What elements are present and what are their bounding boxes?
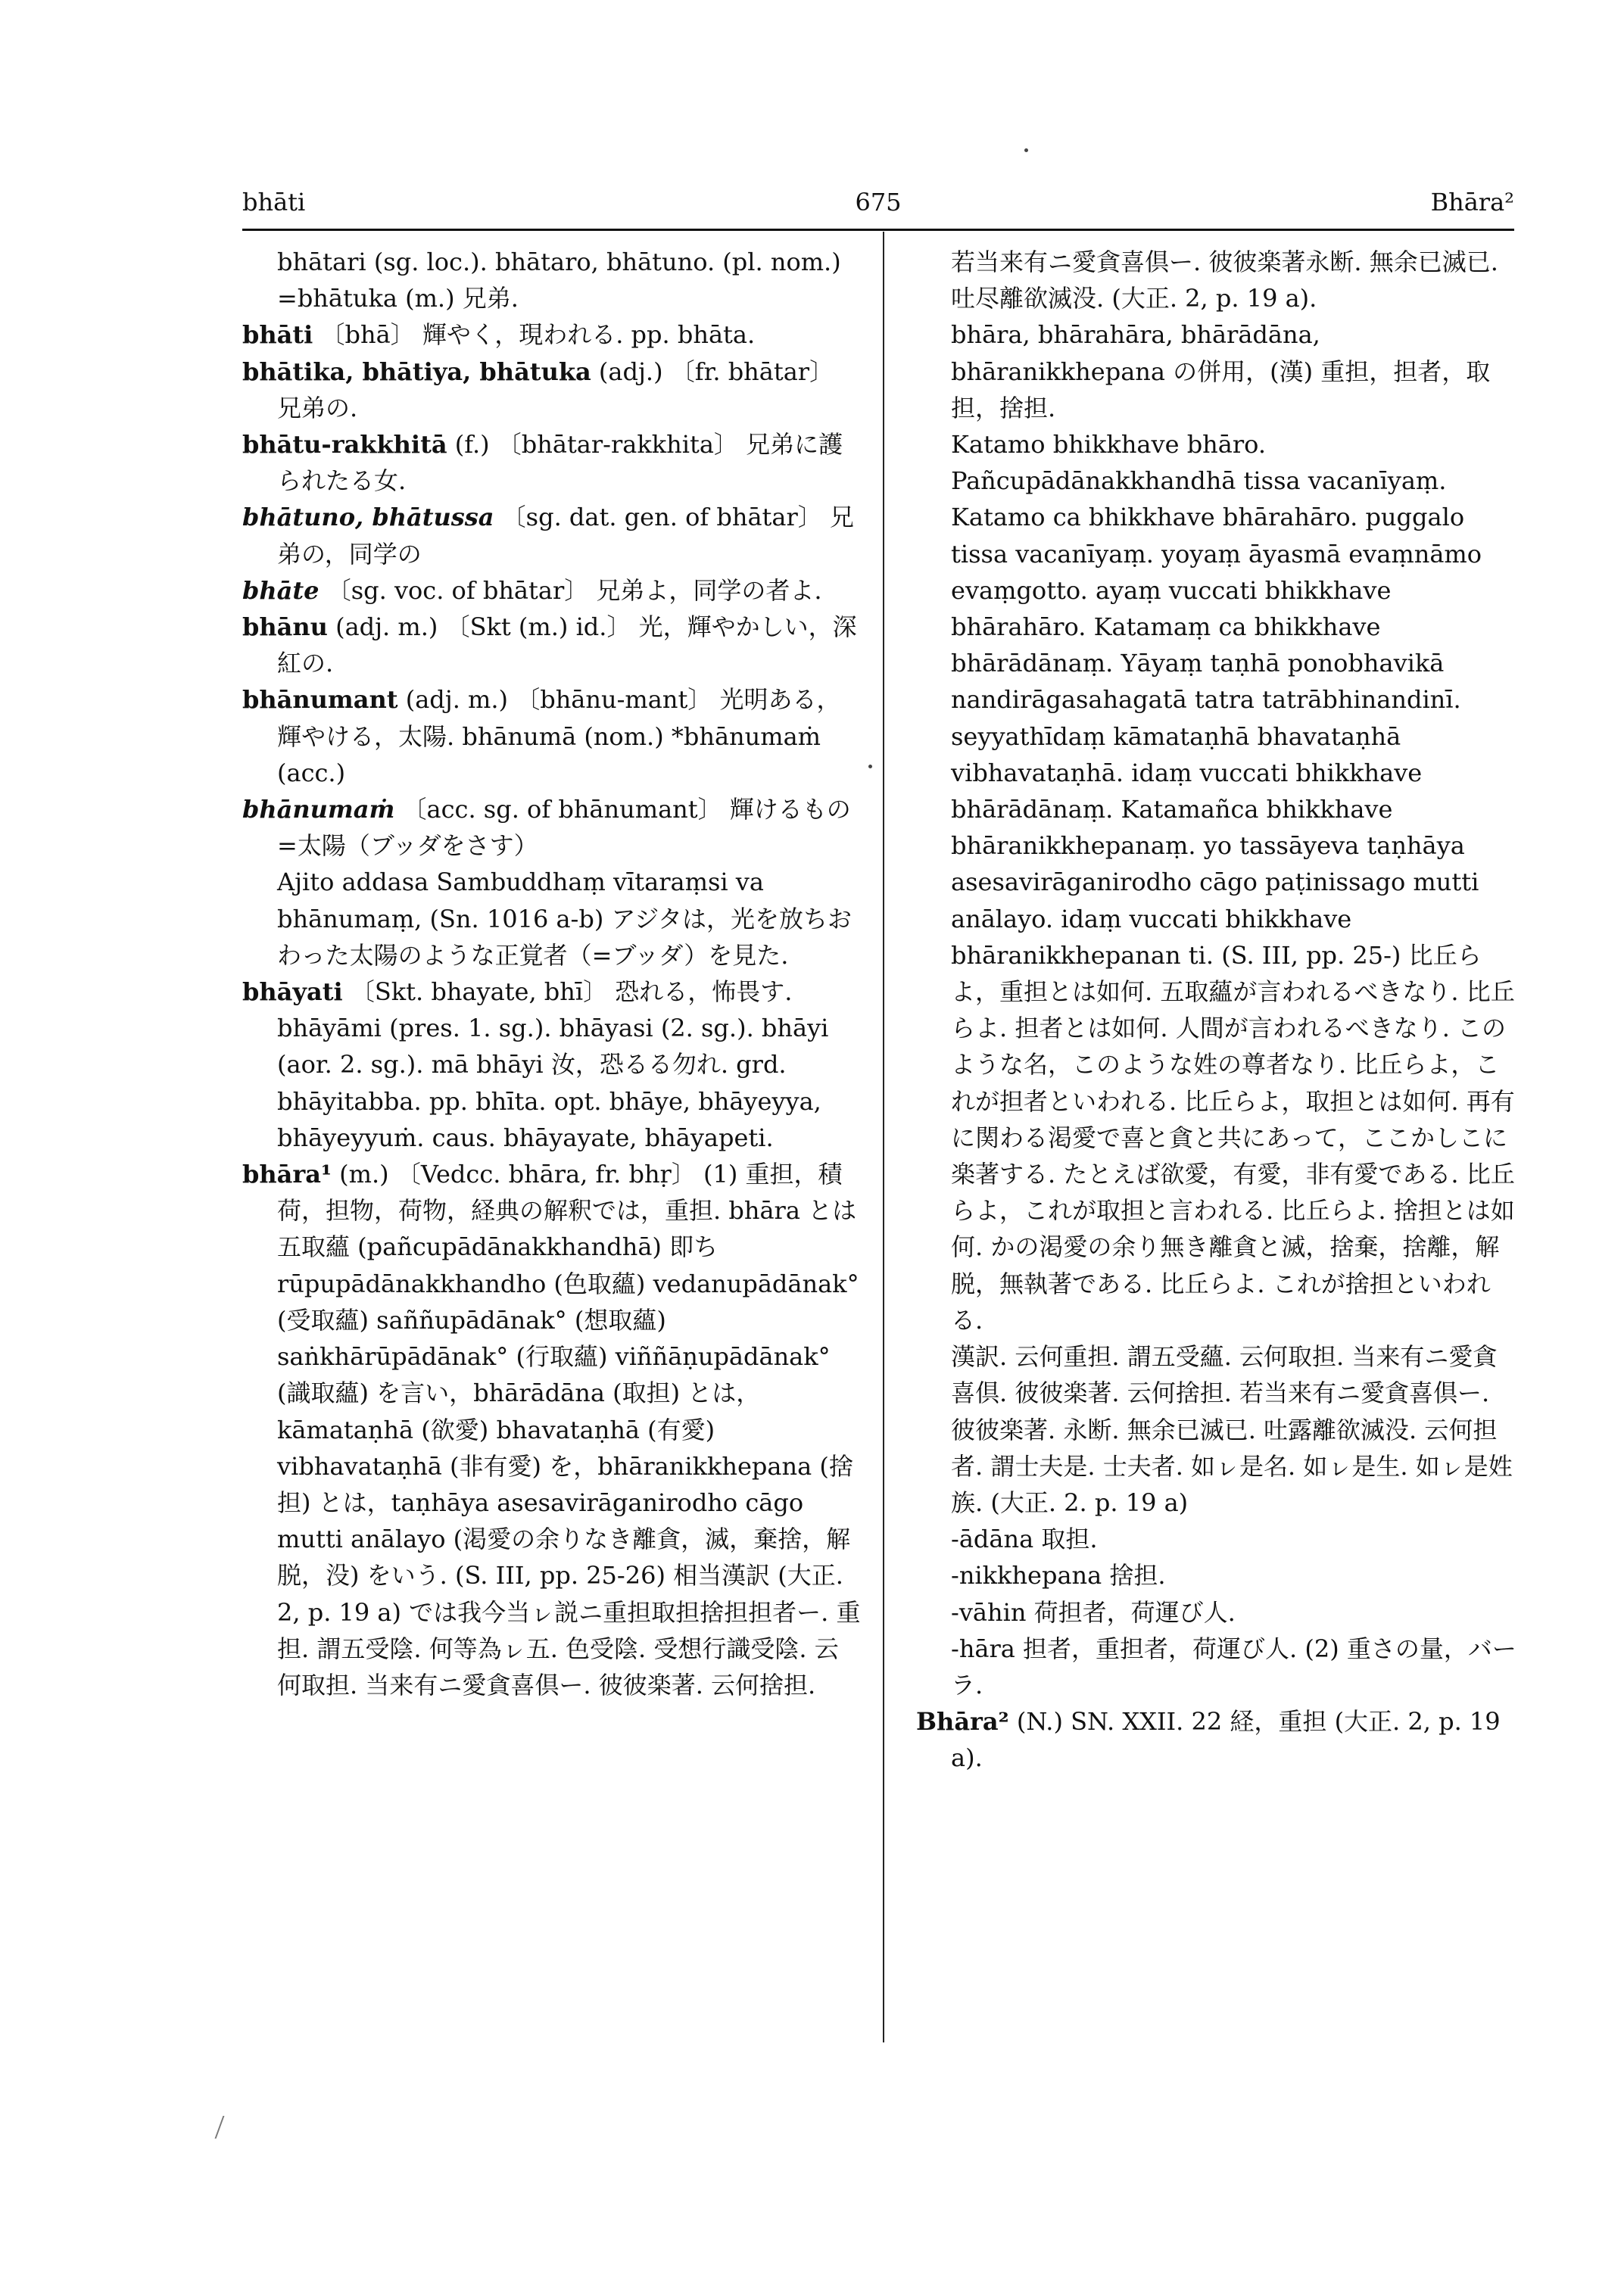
pali-quotation: Katamo bhikkhave bhāro. Pañcupādānakkhandhā tissa vacanīyaṃ. Katamo ca bhikkhave bhārahāro. puggalo tissa vacanīyaṃ. yoyaṃ āyasmā evaṃnāmo evaṃgotto. ayaṃ vuccati bhikkhave bhārahāro. Katamaṃ ca bhikkhave bhārādānaṃ. Yāyaṃ taṇhā ponobhavikā nandirāgasahagatā tatra tatrābhinandinī. seyyathīdaṃ kāmataṇhā bhavataṇhā vibhavataṇhā. idaṃ vuccati bhikkhave bhārādānaṃ. Katamañca bhikkhave bhāranikkhepanaṃ. yo tassāyeva taṇhāya asesavirāganirodho cāgo paṭinissago mutti anālayo. idaṃ vuccati bhikkhave bhāranikkhepanan ti. (S. III, pp. 25-) 比丘らよ，重担とは如何. 五取蘊が言われるべきなり. 比丘らよ. 担者とは如何. 人間が言われるべきなり. このような名，このような姓の尊者なり. 比丘らよ，これが担者といわれる. 比丘らよ，取担とは如何. 再有に関わる渇愛で喜と貪と共にあって，ここかしこに楽著する. たとえば欲愛，有愛，非有愛である. 比丘らよ，これが取担と言われる. 比丘らよ. 捨担とは如何. かの渇愛の余り無き離貪と滅，捨棄，捨離，解脱，無執著である. 比丘らよ. これが捨担といわれる. [951, 430, 1515, 1335]
definition: (f.) 〔bhātar-rakkhita〕 兄弟に護られたる女. [277, 430, 843, 496]
entry-bhati [242, 316, 862, 353]
definition: (m.) 〔Vedcc. bhāra, fr. bhṛ〕 (1) 重担，積荷，担物，荷物，経典の解釈では，重担. bhāra とは五取蘊 (pañcupādānakkhandhā) 即ち rūpupādānakkhandho (色取蘊) vedanupādānak° (受取蘊) saññupādānak° (想取蘊) saṅkhārūpādānak° (行取蘊) viññāṇupādānak° (識取蘊) を言い，bhārādāna (取担) とは，kāmataṇhā (欲愛) bhavataṇhā (有愛) vibhavataṇhā (非有愛) を，bhāranikkhepana (捨担) とは，taṇhāya asesavirāganirodho cāgo mutti anālayo (渇愛の余りなき離貪，滅，棄捨，解脱，没) をいう. (S. III, pp. 25-26) 相当漢訳 (大正. 2, p. 19 a) では我今当ㇾ説ニ重担取担捨担担者ー. 重担. 謂五受陰. 何等為ㇾ五. 色受陰. 受想行識受陰. 云何取担. 当来有ニ愛貪喜倶ー. 彼彼楽著. 云何捨担. [277, 1160, 861, 1699]
headword: bhānu [242, 612, 328, 642]
headword: bhātika, bhātiya, bhātuka [242, 357, 591, 386]
example-quote: Ajito addasa Sambuddhaṃ vītaraṃsi va bhānumaṃ, (Sn. 1016 a-b) アジタは，光を放ちおわった太陽のような正覚者（=ブッダ）を見た. [277, 868, 852, 970]
entry-bhayati [242, 974, 862, 1156]
entry-continuation: 若当来有ニ愛貪喜倶ー. 彼彼楽著永断. 無余已滅已. 吐尽離欲滅没. (大正. 2, p. 19 a). [951, 248, 1498, 313]
headword: bhāte [242, 575, 320, 605]
entry-bhanumant [242, 681, 862, 791]
right-guide-word: Bhāra² [1430, 188, 1514, 217]
entry-bhara-1 [242, 1156, 862, 1703]
headword: bhātuno, bhātussa [242, 503, 494, 532]
definition: 〔bhā〕 輝やく，現われる. pp. bhāta. [320, 320, 756, 350]
definition: (adj. m.) 〔Skt (m.) id.〕 光，輝やかしい，深紅の. [277, 612, 857, 678]
entry-bhatuno [242, 499, 862, 572]
scan-speck [868, 765, 872, 768]
headword: bhātu-rakkhitā [242, 430, 447, 460]
entry-bhatika [242, 354, 862, 426]
definition: 〔sg. dat. gen. of bhātar〕 兄弟の，同学の [277, 503, 854, 569]
definition: 〔Skt. bhayate, bhī〕 恐れる，怖畏す. bhāyāmi (pres. 1. sg.). bhāyasi (2. sg.). bhāyi (aor. 2. sg.). mā bhāyi 汝，恐るる勿れ. grd. bhāyitabba. pp. bhīta. opt. bhāye, bhāyeyya, bhāyeyyuṁ. caus. bhāyayate, bhāyapeti. [277, 977, 829, 1152]
headword: bhānumaṁ [242, 795, 395, 824]
definition: (N.) SN. XXII. 22 経，重担 (大正. 2, p. 19 a). [951, 1707, 1501, 1773]
left-guide-word: bhāti [242, 188, 306, 217]
entry-bhanu [242, 609, 862, 681]
headword: bhāyati [242, 977, 343, 1007]
headword: Bhāra² [916, 1707, 1009, 1737]
compound-nikkhepana: -nikkhepana 捨担. [951, 1561, 1166, 1590]
running-header [242, 188, 1514, 223]
entry-bhanumam [242, 791, 862, 864]
header-rule [242, 229, 1514, 231]
headword: bhānumant [242, 685, 398, 715]
left-column [242, 244, 862, 1703]
entry-bhate [242, 572, 862, 609]
headword: bhāti [242, 320, 313, 350]
compound-hara: -hāra 担者，重担者，荷運び人. (2) 重さの量，バーラ. [951, 1634, 1516, 1699]
headword: bhāra¹ [242, 1160, 332, 1189]
compound-vahin: -vāhin 荷担者，荷運び人. [951, 1597, 1236, 1627]
scan-speck [1024, 148, 1028, 152]
definition: 〔sg. voc. of bhātar〕 兄弟よ，同学の者よ. [326, 575, 822, 605]
right-column [916, 244, 1518, 1777]
definition: 〔acc. sg. of bhānumant〕 輝けるもの=太陽（ブッダをさす） [277, 795, 851, 861]
column-divider [883, 232, 884, 2042]
entry-bhatu-rakkhita [242, 426, 862, 499]
scan-mark [215, 2116, 235, 2139]
entry-bhara-2 [916, 1703, 1518, 1776]
chinese-translation: 漢訳. 云何重担. 謂五受蘊. 云何取担. 当来有ニ愛貪喜倶. 彼彼楽著. 云何捨担. 若当来有ニ愛貪喜倶ー. 彼彼楽著. 永断. 無余已滅已. 吐露離欲滅没. 云何担者. 謂士夫是. 士夫者. 如ㇾ是名. 如ㇾ是生. 如ㇾ是姓族. (大正. 2. p. 19 a) [951, 1342, 1513, 1517]
definition: (adj.) 〔fr. bhātar〕 兄弟の. [277, 357, 834, 422]
compound-adana: -ādāna 取担. [951, 1525, 1098, 1554]
definition: (adj. m.) 〔bhānu-mant〕 光明ある，輝やける，太陽. bhānumā (nom.) *bhānumaṁ (acc.) [277, 685, 841, 787]
page-number: 675 [855, 188, 902, 217]
combined-usage-note: bhāra, bhārahāra, bhārādāna, bhāranikkhepana の併用，(漢) 重担，担者，取担，捨担. [951, 320, 1491, 422]
entry-continuation: bhātari (sg. loc.). bhātaro, bhātuno. (pl. nom.) =bhātuka (m.) 兄弟. [277, 248, 841, 313]
